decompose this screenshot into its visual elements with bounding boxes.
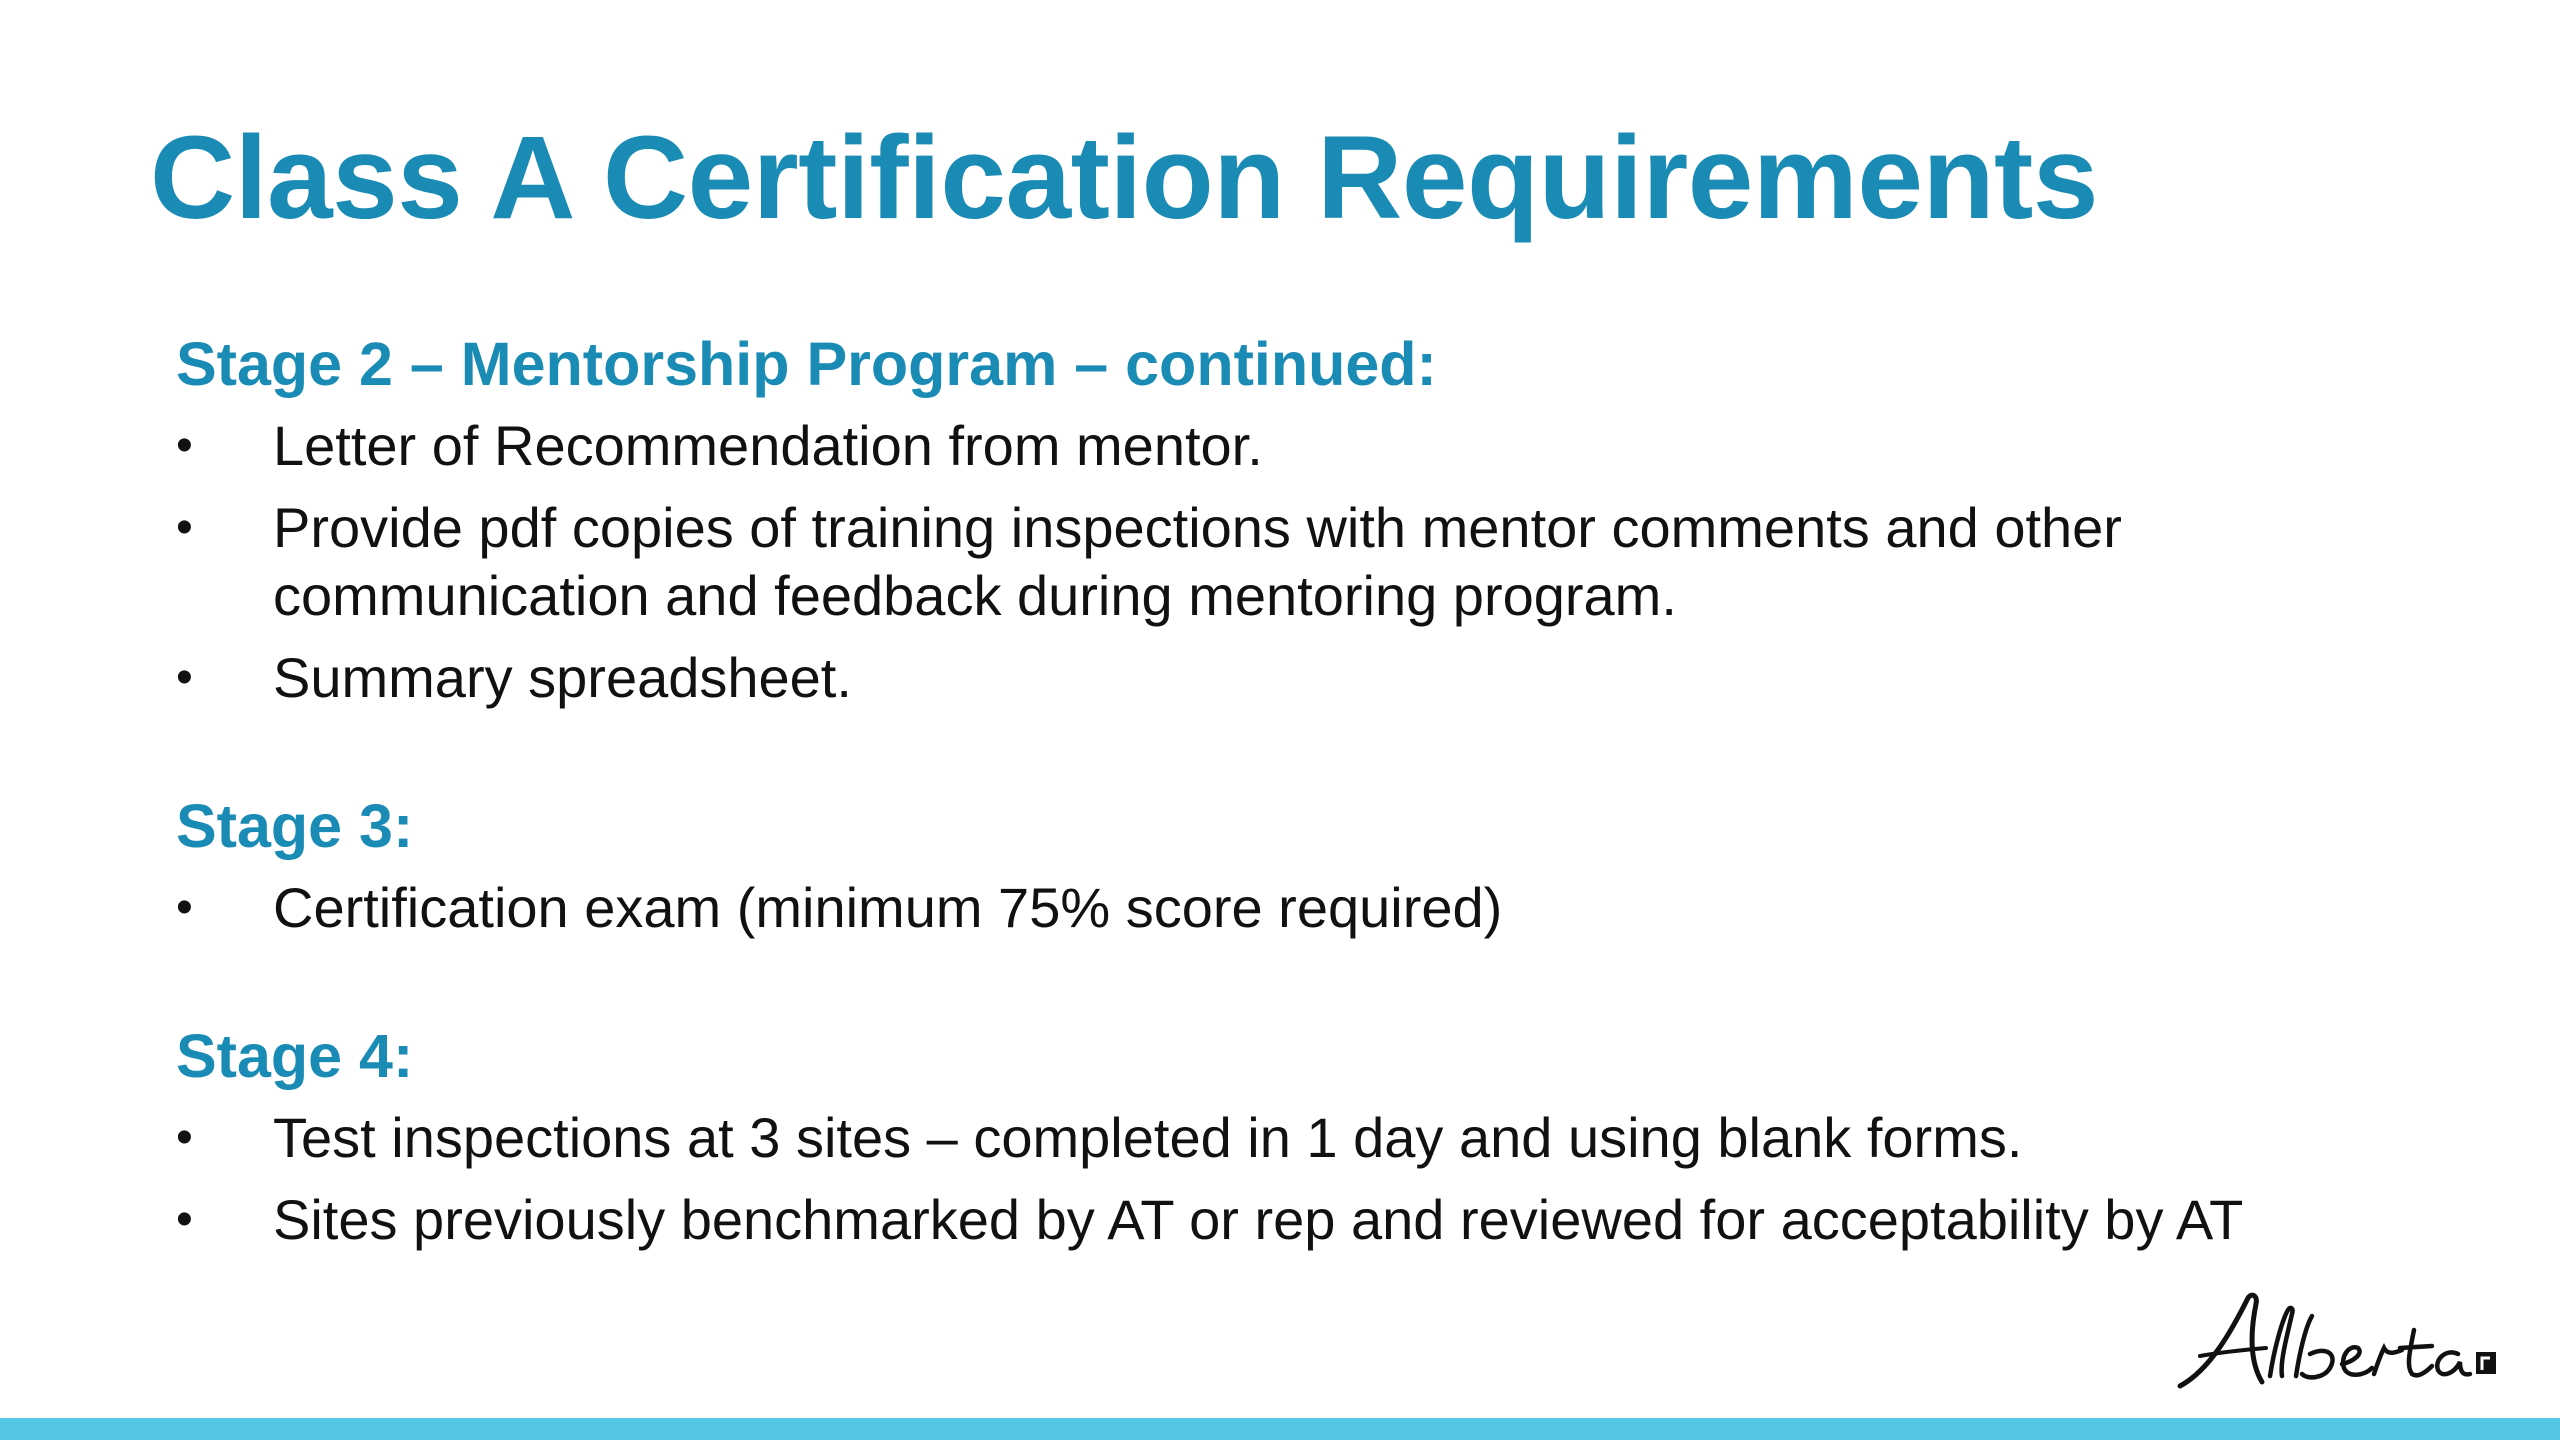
bullet-icon: • (176, 881, 193, 934)
section-heading: Stage 3: (176, 792, 414, 860)
section-heading: Stage 2 – Mentorship Program – continued: (176, 330, 1437, 398)
bullet-item (176, 1186, 2376, 1254)
bullet-item (176, 1104, 2376, 1172)
bullet-list (176, 1104, 2376, 1254)
section-heading: Stage 4: (176, 1022, 414, 1090)
bullet-text: Certification exam (minimum 75% score required) (273, 876, 1503, 939)
bullet-text: Letter of Recommendation from mentor. (273, 414, 1263, 477)
bullet-list (176, 412, 2376, 712)
bullet-item (176, 412, 2376, 480)
bullet-item (176, 644, 2376, 712)
bullet-list (176, 874, 2376, 942)
slide-content (176, 322, 2376, 1268)
section-stage-4 (176, 1014, 2376, 1254)
section-stage-3 (176, 784, 2376, 942)
bullet-text: Provide pdf copies of training inspections with mentor comments and other communication and feedback during mentoring program. (273, 496, 2122, 627)
bullet-icon: • (176, 651, 193, 704)
bullet-item (176, 874, 2376, 942)
bullet-icon: • (176, 501, 193, 554)
section-stage-2 (176, 322, 2376, 712)
bullet-text: Test inspections at 3 sites – completed in 1 day and using blank forms. (273, 1106, 2023, 1169)
slide-title: Class A Certification Requirements (150, 112, 2098, 244)
bullet-text: Sites previously benchmarked by AT or rep and reviewed for acceptability by AT (273, 1188, 2244, 1251)
bullet-text: Summary spreadsheet. (273, 646, 852, 709)
bullet-icon: • (176, 419, 193, 472)
bullet-item (176, 494, 2376, 630)
bullet-icon: • (176, 1193, 193, 1246)
bullet-icon: • (176, 1111, 193, 1164)
bottom-accent-bar (0, 1418, 2560, 1440)
alberta-logo-icon (2170, 1290, 2500, 1400)
